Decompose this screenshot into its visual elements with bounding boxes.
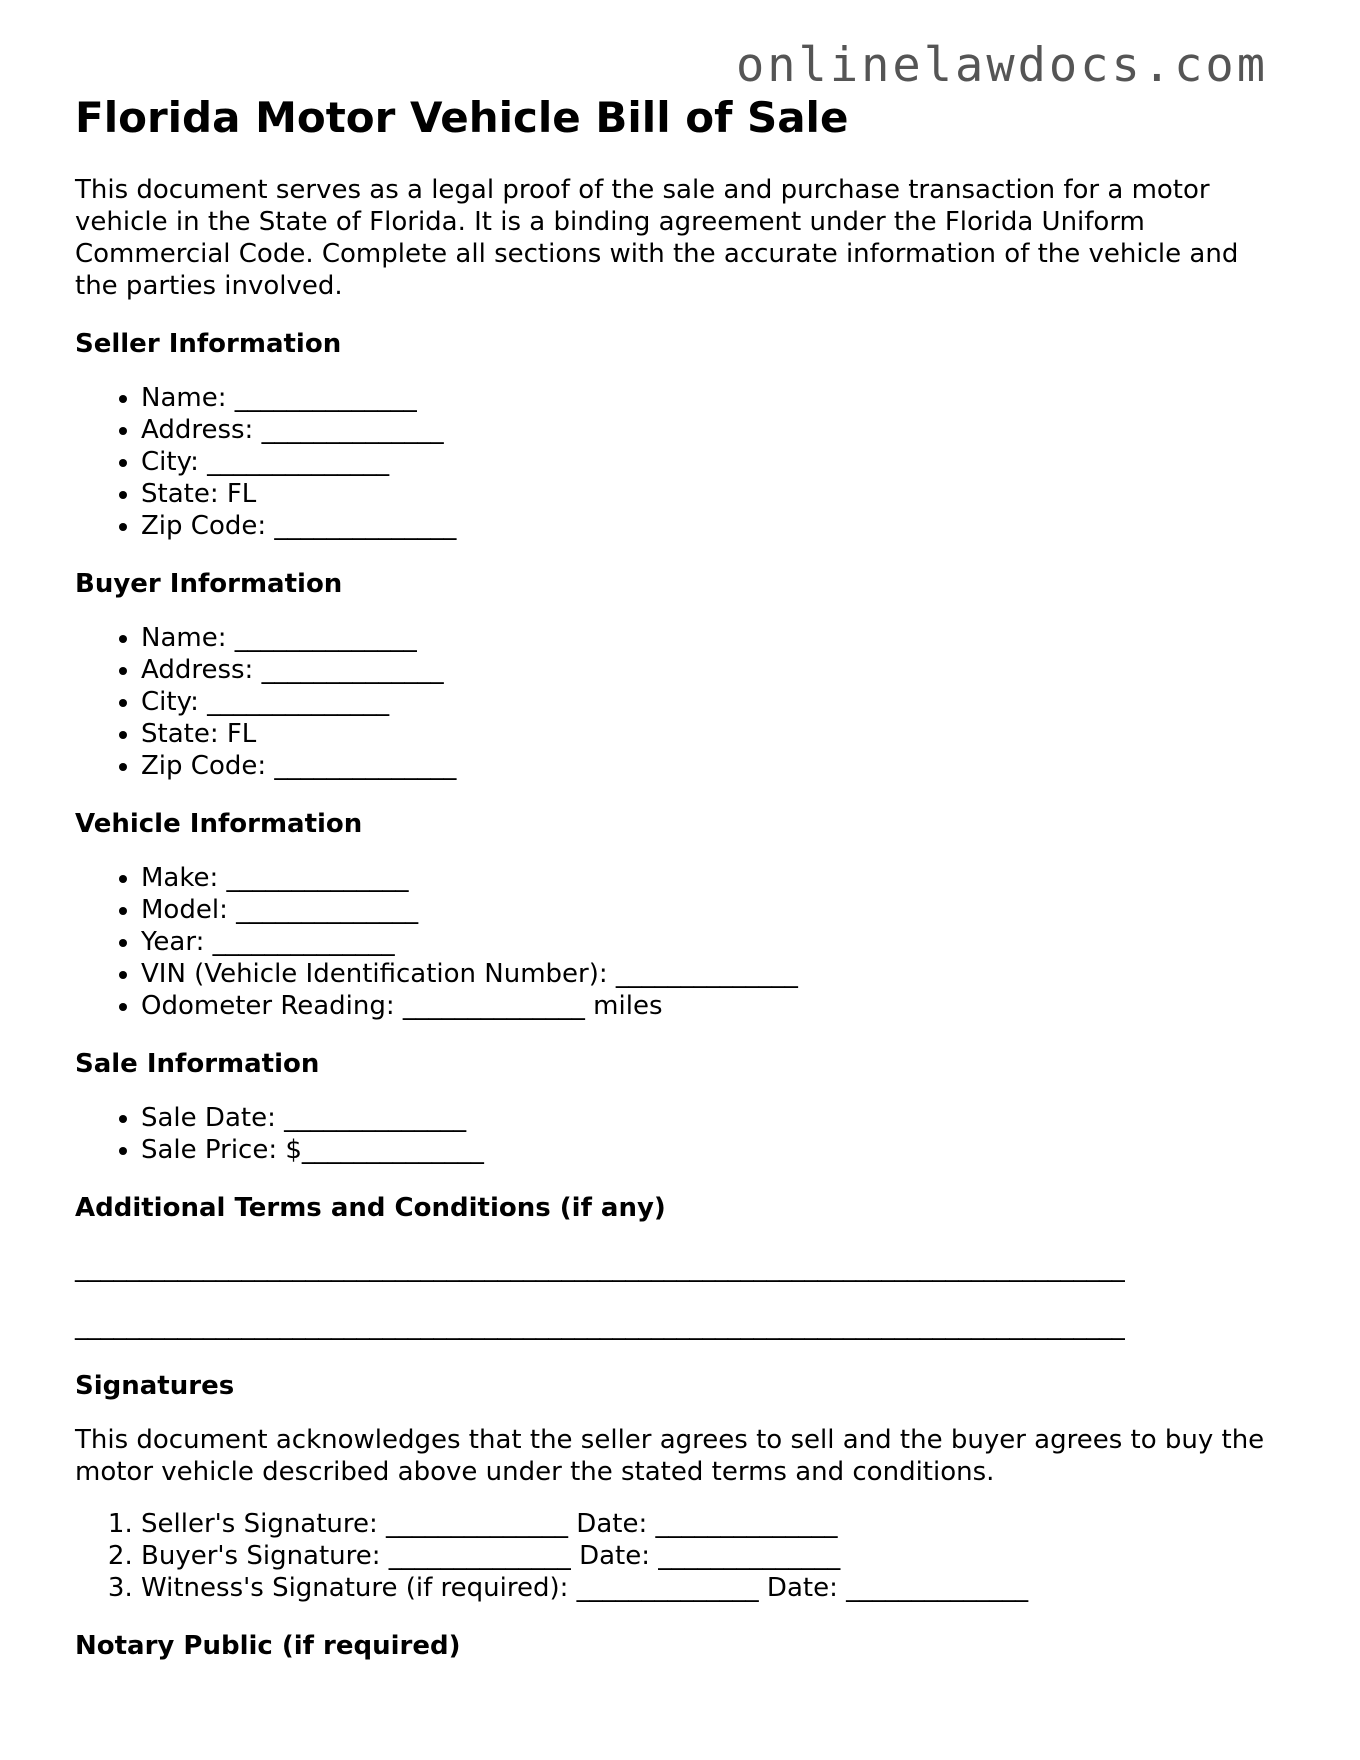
- vehicle-year-field: • Year: ______________: [141, 926, 1285, 958]
- buyer-address-field: • Address: ______________: [141, 654, 1285, 686]
- vehicle-section-heading: Vehicle Information: [75, 809, 363, 839]
- seller-zip-field: • Zip Code: ______________: [141, 510, 1285, 542]
- terms-blank-line: __________________________________________________________________________________: [75, 1253, 1125, 1283]
- sale-date-field: • Sale Date: ______________: [141, 1102, 1285, 1134]
- sale-section-heading: Sale Information: [75, 1049, 320, 1079]
- seller-info-list: [75, 382, 1285, 542]
- buyer-state-field: • State: FL: [141, 718, 1285, 750]
- seller-section-heading: Seller Information: [75, 329, 342, 359]
- buyer-zip-field: • Zip Code: ______________: [141, 750, 1285, 782]
- buyer-section-heading: Buyer Information: [75, 569, 343, 599]
- terms-section-heading: Additional Terms and Conditions (if any): [75, 1193, 666, 1223]
- seller-city-field: • City: ______________: [141, 446, 1285, 478]
- seller-state-field: • State: FL: [141, 478, 1285, 510]
- signatures-section-heading: Signatures: [75, 1371, 235, 1401]
- intro-paragraph: This document serves as a legal proof of the sale and purchase transaction for a motor vehicle in the State of Florida. It is a binding agreement under the Florida Uniform Commercial Code. Complete all sections with the accurate information of the vehicle and the parties involved.: [75, 175, 1239, 301]
- vehicle-info-list: [75, 862, 1285, 1022]
- signatures-list: [75, 1508, 1285, 1604]
- buyer-name-field: • Name: ______________: [141, 622, 1285, 654]
- seller-address-field: • Address: ______________: [141, 414, 1285, 446]
- signatures-intro-paragraph: This document acknowledges that the seller agrees to sell and the buyer agrees to buy the motor vehicle described above under the stated terms and conditions.: [75, 1425, 1265, 1487]
- sale-info-list: [75, 1102, 1285, 1166]
- vehicle-vin-field: • VIN (Vehicle Identification Number): ______________: [141, 958, 1285, 990]
- buyer-city-field: • City: ______________: [141, 686, 1285, 718]
- notary-section-heading: Notary Public (if required): [75, 1631, 461, 1661]
- vehicle-make-field: • Make: ______________: [141, 862, 1285, 894]
- witness-signature-line: 3. Witness's Signature (if required): ______________ Date: ______________: [141, 1572, 1285, 1604]
- buyer-info-list: [75, 622, 1285, 782]
- terms-blank-line: __________________________________________________________________________________: [75, 1311, 1125, 1341]
- seller-signature-line: 1. Seller's Signature: ______________ Date: ______________: [141, 1508, 1285, 1540]
- seller-name-field: • Name: ______________: [141, 382, 1285, 414]
- document-title: Florida Motor Vehicle Bill of Sale: [75, 93, 849, 142]
- sale-price-field: • Sale Price: $______________: [141, 1134, 1285, 1166]
- buyer-signature-line: 2. Buyer's Signature: ______________ Date: ______________: [141, 1540, 1285, 1572]
- vehicle-odometer-field: • Odometer Reading: ______________ miles: [141, 990, 1285, 1022]
- vehicle-model-field: • Model: ______________: [141, 894, 1285, 926]
- watermark-text: onlinelawdocs.com: [735, 38, 1268, 93]
- document-page: [75, 88, 1285, 1664]
